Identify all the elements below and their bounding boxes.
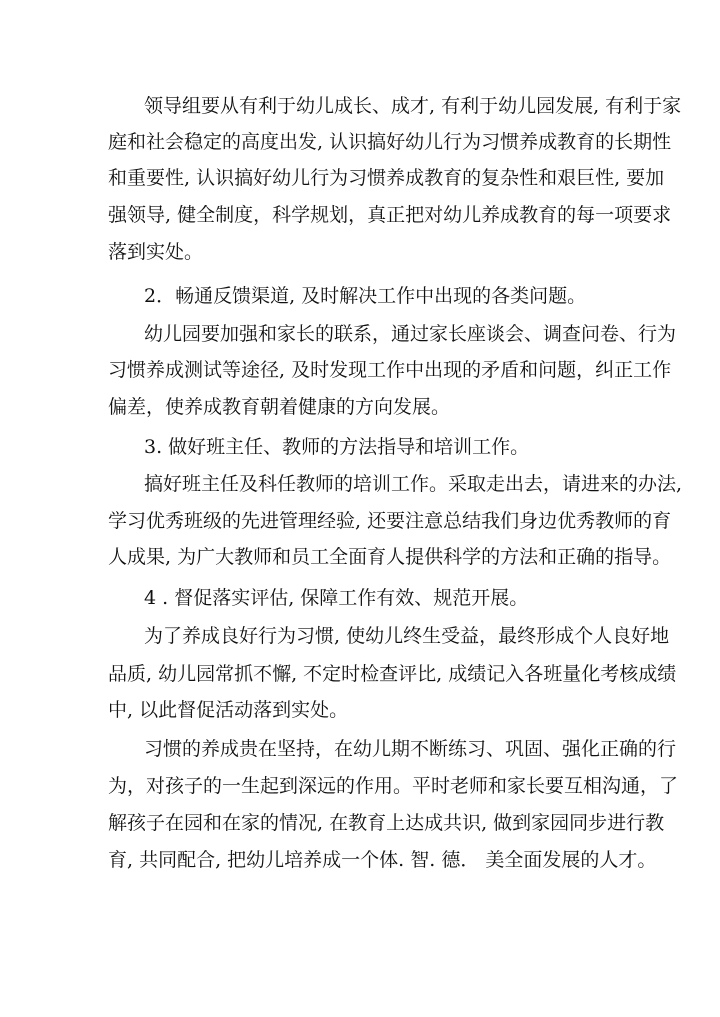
text-line: 为了养成良好行为习惯, 使幼儿终生受益，最终形成个人良好地 — [144, 625, 670, 647]
text-line: 习惯养成测试等途径, 及时发现工作中出现的矛盾和问题，纠正工作 — [108, 359, 672, 381]
text-line: 解孩子在园和在家的情况, 在教育上达成共识, 做到家园同步进行教 — [108, 812, 665, 834]
text-line: 庭和社会稳定的高度出发, 认识搞好幼儿行为习惯养成教育的长期性 — [108, 131, 672, 153]
text-line: 和重要性, 认识搞好幼儿行为习惯养成教育的复杂性和艰巨性, 要加 — [108, 167, 665, 189]
section-heading: 2．畅通反馈渠道, 及时解决工作中出现的各类问题。 — [144, 285, 587, 307]
text-line: 强领导, 健全制度，科学规划，真正把对幼儿养成教育的每一项要求 — [108, 204, 672, 226]
text-line: 落到实处。 — [108, 241, 204, 263]
text-line: 偏差，使养成教育朝着健康的方向发展。 — [108, 396, 451, 418]
text-line: 人成果, 为广大教师和员工全面育人提供科学的方法和正确的指导。 — [108, 546, 672, 568]
text-line: 育, 共同配合, 把幼儿培养成一个体. 智. 德． 美全面发展的人才。 — [108, 849, 657, 871]
text-line: 为，对孩子的一生起到深远的作用。平时老师和家长要互相沟通，了 — [108, 775, 679, 797]
text-line: 品质, 幼儿园常抓不懈, 不定时检查评比, 成绩记入各班量化考核成绩 — [108, 663, 677, 685]
section-heading: 4 . 督促落实评估, 保障工作有效、规范开展。 — [144, 587, 529, 609]
text-line: 领导组要从有利于幼儿成长、成才, 有利于幼儿园发展, 有利于家 — [144, 95, 682, 117]
section-heading: 3. 做好班主任、教师的方法指导和培训工作。 — [144, 436, 530, 458]
text-line: 幼儿园要加强和家长的联系，通过家长座谈会、调查问卷、行为 — [144, 323, 677, 345]
text-line: 中, 以此督促活动落到实处。 — [108, 699, 349, 721]
text-line: 学习优秀班级的先进管理经验, 还要注意总结我们身边优秀教师的育 — [108, 510, 672, 532]
text-line: 习惯的养成贵在坚持，在幼儿期不断练习、巩固、强化正确的行 — [144, 738, 677, 760]
text-line: 搞好班主任及科任教师的培训工作。采取走出去，请进来的办法, — [144, 473, 683, 495]
